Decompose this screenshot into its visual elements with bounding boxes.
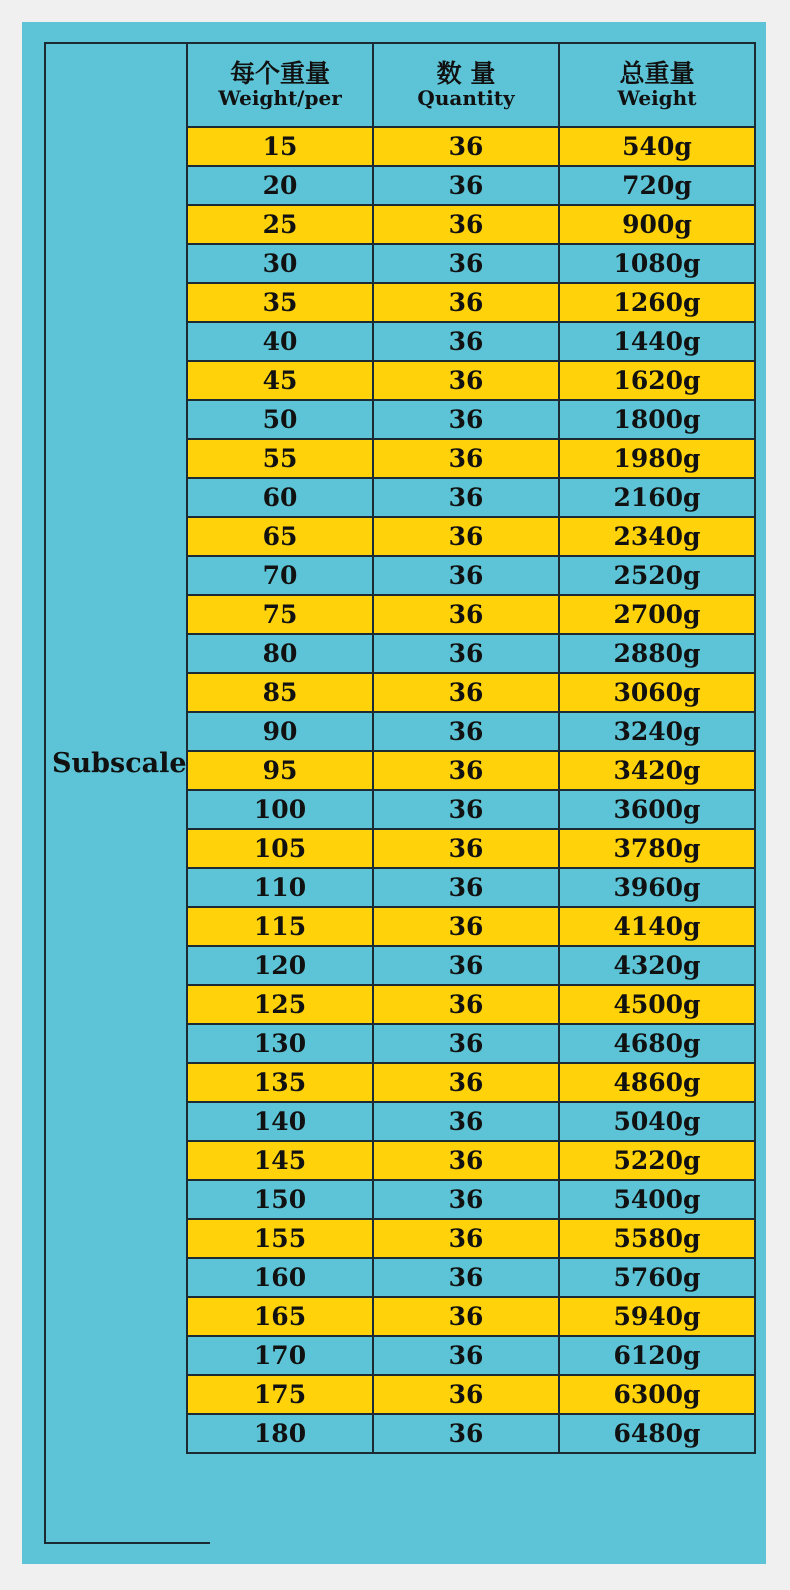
- table-row: [187, 556, 755, 595]
- header-cn: 总重量: [619, 59, 695, 89]
- cell-weight-per: 170: [187, 1336, 373, 1375]
- header-quantity: [373, 43, 559, 127]
- table-row: [187, 829, 755, 868]
- cell-weight-per: 135: [187, 1063, 373, 1102]
- cell-weight-per: 90: [187, 712, 373, 751]
- cell-weight-per: 110: [187, 868, 373, 907]
- cell-weight-per: 45: [187, 361, 373, 400]
- table-row: [187, 439, 755, 478]
- cell-quantity: 36: [373, 751, 559, 790]
- cell-quantity: 36: [373, 1024, 559, 1063]
- table-row: [187, 985, 755, 1024]
- cell-total-weight: 6300g: [559, 1375, 755, 1414]
- cell-total-weight: 5940g: [559, 1297, 755, 1336]
- cell-quantity: 36: [373, 1219, 559, 1258]
- cell-weight-per: 30: [187, 244, 373, 283]
- table-row: [187, 205, 755, 244]
- cell-quantity: 36: [373, 1141, 559, 1180]
- cell-quantity: 36: [373, 127, 559, 166]
- cell-weight-per: 140: [187, 1102, 373, 1141]
- cell-quantity: 36: [373, 712, 559, 751]
- cell-quantity: 36: [373, 205, 559, 244]
- cell-quantity: 36: [373, 1180, 559, 1219]
- cell-total-weight: 5220g: [559, 1141, 755, 1180]
- header-total-weight: [559, 43, 755, 127]
- cell-total-weight: 1260g: [559, 283, 755, 322]
- cell-quantity: 36: [373, 166, 559, 205]
- table-row: [187, 868, 755, 907]
- cell-quantity: 36: [373, 595, 559, 634]
- table-row: [187, 283, 755, 322]
- cell-total-weight: 2700g: [559, 595, 755, 634]
- cell-total-weight: 2160g: [559, 478, 755, 517]
- table-row: [187, 1219, 755, 1258]
- header-en: Quantity: [417, 85, 515, 110]
- cell-total-weight: 5040g: [559, 1102, 755, 1141]
- table-row: [187, 907, 755, 946]
- weight-chart-board: [22, 22, 766, 1564]
- header-cn: 每个重量: [229, 59, 330, 89]
- table-row: [187, 1297, 755, 1336]
- cell-quantity: 36: [373, 400, 559, 439]
- cell-weight-per: 50: [187, 400, 373, 439]
- cell-total-weight: 4320g: [559, 946, 755, 985]
- table-row: [187, 1102, 755, 1141]
- cell-total-weight: 5580g: [559, 1219, 755, 1258]
- table-row: [187, 946, 755, 985]
- cell-weight-per: 180: [187, 1414, 373, 1453]
- cell-total-weight: 4860g: [559, 1063, 755, 1102]
- table-row: [187, 595, 755, 634]
- cell-weight-per: 115: [187, 907, 373, 946]
- cell-quantity: 36: [373, 361, 559, 400]
- cell-quantity: 36: [373, 829, 559, 868]
- cell-total-weight: 3600g: [559, 790, 755, 829]
- cell-total-weight: 2340g: [559, 517, 755, 556]
- cell-total-weight: 4140g: [559, 907, 755, 946]
- cell-quantity: 36: [373, 556, 559, 595]
- table-row: [187, 361, 755, 400]
- cell-weight-per: 125: [187, 985, 373, 1024]
- table-row: [187, 1375, 755, 1414]
- table-row: [187, 400, 755, 439]
- table-row: [187, 322, 755, 361]
- header-cn: 数 量: [436, 59, 496, 89]
- cell-weight-per: 130: [187, 1024, 373, 1063]
- table-row: [187, 244, 755, 283]
- cell-total-weight: 3420g: [559, 751, 755, 790]
- cell-quantity: 36: [373, 322, 559, 361]
- cell-weight-per: 75: [187, 595, 373, 634]
- cell-total-weight: 4680g: [559, 1024, 755, 1063]
- cell-total-weight: 900g: [559, 205, 755, 244]
- cell-weight-per: 65: [187, 517, 373, 556]
- table-row: [187, 712, 755, 751]
- cell-total-weight: 540g: [559, 127, 755, 166]
- cell-quantity: 36: [373, 868, 559, 907]
- cell-quantity: 36: [373, 1063, 559, 1102]
- cell-total-weight: 720g: [559, 166, 755, 205]
- header-en: Weight: [617, 85, 697, 110]
- cell-weight-per: 35: [187, 283, 373, 322]
- table-row: [187, 127, 755, 166]
- cell-weight-per: 25: [187, 205, 373, 244]
- cell-weight-per: 60: [187, 478, 373, 517]
- cell-total-weight: 2520g: [559, 556, 755, 595]
- cell-total-weight: 5760g: [559, 1258, 755, 1297]
- table-row: [187, 1414, 755, 1453]
- cell-total-weight: 1800g: [559, 400, 755, 439]
- cell-total-weight: 1620g: [559, 361, 755, 400]
- cell-total-weight: 4500g: [559, 985, 755, 1024]
- cell-quantity: 36: [373, 1375, 559, 1414]
- cell-weight-per: 55: [187, 439, 373, 478]
- table-row: [187, 751, 755, 790]
- cell-quantity: 36: [373, 1414, 559, 1453]
- cell-quantity: 36: [373, 673, 559, 712]
- cell-quantity: 36: [373, 1336, 559, 1375]
- cell-total-weight: 3960g: [559, 868, 755, 907]
- weight-table: [186, 42, 756, 1454]
- table-row: [187, 1258, 755, 1297]
- cell-weight-per: 80: [187, 634, 373, 673]
- cell-weight-per: 105: [187, 829, 373, 868]
- cell-quantity: 36: [373, 283, 559, 322]
- table-header-row: [187, 43, 755, 127]
- cell-weight-per: 165: [187, 1297, 373, 1336]
- cell-weight-per: 40: [187, 322, 373, 361]
- table-row: [187, 1180, 755, 1219]
- table-row: [187, 166, 755, 205]
- table-row: [187, 1141, 755, 1180]
- table-row: [187, 1063, 755, 1102]
- cell-weight-per: 145: [187, 1141, 373, 1180]
- cell-total-weight: 3780g: [559, 829, 755, 868]
- cell-weight-per: 155: [187, 1219, 373, 1258]
- table-row: [187, 790, 755, 829]
- cell-quantity: 36: [373, 439, 559, 478]
- cell-weight-per: 95: [187, 751, 373, 790]
- cell-quantity: 36: [373, 790, 559, 829]
- cell-weight-per: 70: [187, 556, 373, 595]
- cell-total-weight: 1080g: [559, 244, 755, 283]
- table-row: [187, 478, 755, 517]
- cell-quantity: 36: [373, 244, 559, 283]
- cell-total-weight: 5400g: [559, 1180, 755, 1219]
- cell-quantity: 36: [373, 946, 559, 985]
- table-row: [187, 634, 755, 673]
- cell-quantity: 36: [373, 1102, 559, 1141]
- cell-total-weight: 3240g: [559, 712, 755, 751]
- cell-weight-per: 175: [187, 1375, 373, 1414]
- cell-quantity: 36: [373, 985, 559, 1024]
- table-row: [187, 1336, 755, 1375]
- cell-weight-per: 160: [187, 1258, 373, 1297]
- cell-total-weight: 1440g: [559, 322, 755, 361]
- cell-quantity: 36: [373, 517, 559, 556]
- subscale-label: Subscale: [52, 748, 187, 779]
- cell-weight-per: 150: [187, 1180, 373, 1219]
- cell-total-weight: 2880g: [559, 634, 755, 673]
- cell-quantity: 36: [373, 634, 559, 673]
- table-row: [187, 1024, 755, 1063]
- header-en: Weight/per: [218, 85, 342, 110]
- cell-total-weight: 6480g: [559, 1414, 755, 1453]
- table-row: [187, 673, 755, 712]
- header-weight-per: [187, 43, 373, 127]
- cell-quantity: 36: [373, 478, 559, 517]
- cell-total-weight: 1980g: [559, 439, 755, 478]
- cell-weight-per: 20: [187, 166, 373, 205]
- cell-weight-per: 100: [187, 790, 373, 829]
- cell-quantity: 36: [373, 1297, 559, 1336]
- cell-total-weight: 3060g: [559, 673, 755, 712]
- cell-quantity: 36: [373, 1258, 559, 1297]
- cell-weight-per: 15: [187, 127, 373, 166]
- cell-weight-per: 85: [187, 673, 373, 712]
- cell-total-weight: 6120g: [559, 1336, 755, 1375]
- cell-quantity: 36: [373, 907, 559, 946]
- table-row: [187, 517, 755, 556]
- cell-weight-per: 120: [187, 946, 373, 985]
